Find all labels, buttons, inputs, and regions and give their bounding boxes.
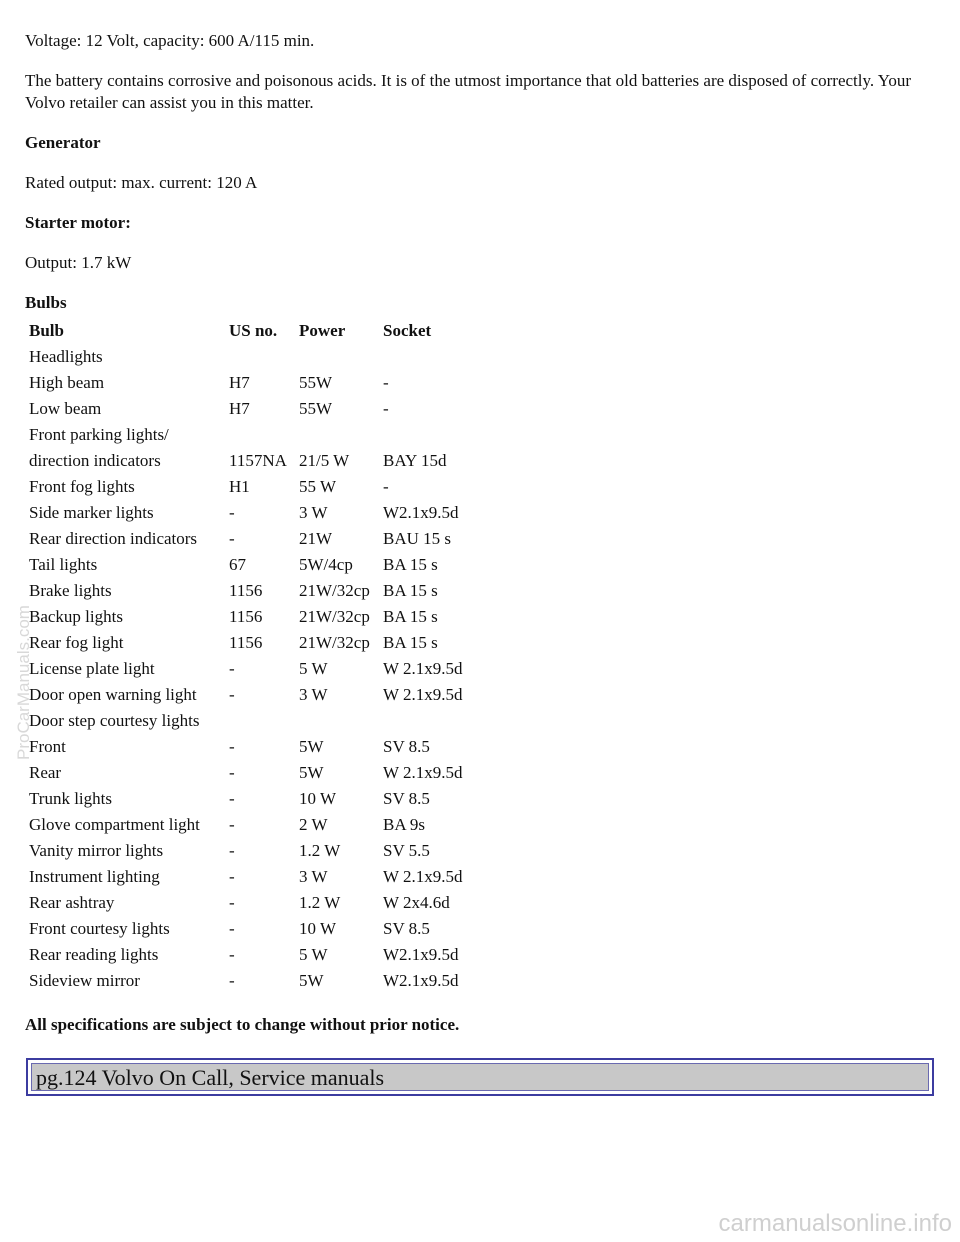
socket-cell: SV 8.5 [383,737,430,756]
socket-cell: W 2x4.6d [383,893,450,912]
us-number-cell: H7 [229,373,250,392]
bulb-name-cell: Tail lights [29,555,98,574]
socket-cell: SV 5.5 [383,841,430,860]
power-cell: 3 W [299,685,328,704]
bulb-name-cell: Headlights [29,347,103,366]
power-cell: 21W/32cp [299,607,370,626]
socket-cell: BA 15 s [383,581,438,600]
change-notice: All specifications are subject to change without prior notice. [25,1015,460,1034]
socket-cell: BA 15 s [383,607,438,626]
generator-spec: Rated output: max. current: 120 A [25,173,258,192]
battery-warning: The battery contains corrosive and poisonous acids. It is of the utmost importance that old batteries are disposed of correctly. Your Volvo retailer can assist you in this matter. [25,71,911,112]
socket-cell [381,344,495,370]
power-cell: 10 W [299,789,336,808]
power-cell [297,422,381,448]
us-number-cell: - [229,685,235,704]
us-number-cell: - [229,503,235,522]
table-row [27,890,495,916]
starter-spec: Output: 1.7 kW [25,253,132,272]
bulb-name-cell: License plate light [29,659,155,678]
socket-cell: - [383,373,389,392]
power-cell: 21W/32cp [299,581,370,600]
voltage-spec: Voltage: 12 Volt, capacity: 600 A/115 min. [25,31,315,50]
generator-heading: Generator [25,133,101,152]
table-row [27,942,495,968]
us-number-cell [227,422,297,448]
table-row [27,838,495,864]
power-cell: 5W/4cp [299,555,353,574]
power-cell: 5W [299,971,324,990]
socket-cell: BA 15 s [383,633,438,652]
socket-cell: W 2.1x9.5d [383,685,463,704]
power-cell: 10 W [299,919,336,938]
table-row [27,474,495,500]
socket-cell: SV 8.5 [383,789,430,808]
table-row [27,968,495,994]
bulb-name-cell: High beam [29,373,105,392]
bottom-watermark: carmanualsonline.info [718,1210,952,1237]
power-cell: 5 W [299,945,328,964]
bulb-name-cell: Front parking lights/ [29,425,169,444]
bulb-name-cell: Brake lights [29,581,112,600]
power-cell: 21/5 W [299,451,350,470]
us-number-cell: - [229,815,235,834]
us-number-cell: 1156 [229,607,263,626]
power-cell: 5W [299,763,324,782]
power-cell: 21W/32cp [299,633,370,652]
bulb-name-cell: Door step courtesy lights [29,711,200,730]
us-number-cell: - [229,737,235,756]
bulb-name-cell: Rear direction indicators [29,529,198,548]
footer-nav-box [26,1058,934,1096]
table-row [27,344,495,370]
power-cell: 21W [299,529,333,548]
us-number-cell: - [229,867,235,886]
table-row [27,864,495,890]
table-row [27,682,495,708]
socket-cell [381,708,495,734]
bulb-name-cell: Vanity mirror lights [29,841,164,860]
bulb-name-cell: Instrument lighting [29,867,160,886]
us-number-cell [227,708,297,734]
power-cell: 3 W [299,503,328,522]
power-cell: 3 W [299,867,328,886]
bulb-name-cell: Sideview mirror [29,971,140,990]
table-row [27,552,495,578]
column-header-socket: Socket [383,321,432,340]
bulbs-heading: Bulbs [25,293,67,312]
socket-cell: SV 8.5 [383,919,430,938]
table-row [27,708,495,734]
bulb-name-cell: Backup lights [29,607,123,626]
table-row [27,578,495,604]
us-number-cell: - [229,763,235,782]
socket-cell: W 2.1x9.5d [383,867,463,886]
socket-cell: BAY 15d [383,451,447,470]
bulb-name-cell: Trunk lights [29,789,112,808]
socket-cell: BAU 15 s [383,529,452,548]
column-header-usno: US no. [229,321,278,340]
bulb-name-cell: Front fog lights [29,477,135,496]
footer-link[interactable]: pg.124 Volvo On Call, Service manuals [31,1063,929,1091]
bulbs-table-body [27,344,495,994]
us-number-cell: - [229,971,235,990]
socket-cell [381,422,495,448]
table-row [27,396,495,422]
socket-cell: BA 15 s [383,555,438,574]
bulbs-table [27,318,495,994]
power-cell: 5W [299,737,324,756]
table-row [27,760,495,786]
us-number-cell: 1156 [229,581,263,600]
table-row [27,370,495,396]
bulb-name-cell: Rear fog light [29,633,124,652]
bulb-name-cell: direction indicators [29,451,161,470]
bulb-name-cell: Door open warning light [29,685,197,704]
bulbs-table-header [27,318,495,344]
table-row [27,656,495,682]
socket-cell: - [383,477,389,496]
us-number-cell: H1 [229,477,250,496]
power-cell: 55W [299,373,333,392]
us-number-cell: - [229,789,235,808]
side-watermark: ProCarManuals.com [14,605,33,760]
table-row [27,786,495,812]
us-number-cell: - [229,529,235,548]
socket-cell: W2.1x9.5d [383,503,459,522]
table-row [27,500,495,526]
table-row [27,448,495,474]
us-number-cell: 67 [229,555,246,574]
power-cell: 55 W [299,477,336,496]
bulb-name-cell: Rear ashtray [29,893,115,912]
power-cell [297,708,381,734]
bulb-name-cell: Front [29,737,66,756]
power-cell: 5 W [299,659,328,678]
power-cell: 55W [299,399,333,418]
table-row [27,916,495,942]
bulb-name-cell: Glove compartment light [29,815,200,834]
bulb-name-cell: Rear [29,763,62,782]
power-cell: 2 W [299,815,328,834]
us-number-cell: - [229,659,235,678]
us-number-cell: H7 [229,399,250,418]
socket-cell: W 2.1x9.5d [383,763,463,782]
socket-cell: W2.1x9.5d [383,945,459,964]
column-header-power: Power [299,321,346,340]
us-number-cell: - [229,945,235,964]
us-number-cell: - [229,841,235,860]
bulb-name-cell: Low beam [29,399,102,418]
us-number-cell: 1156 [229,633,263,652]
table-row [27,734,495,760]
bulb-name-cell: Rear reading lights [29,945,159,964]
document-body [25,30,935,1054]
table-row [27,630,495,656]
us-number-cell [227,344,297,370]
bulb-name-cell: Side marker lights [29,503,154,522]
us-number-cell: 1157NA [229,451,287,470]
socket-cell: BA 9s [383,815,426,834]
table-row [27,422,495,448]
power-cell: 1.2 W [299,841,341,860]
table-row [27,812,495,838]
us-number-cell: - [229,919,235,938]
power-cell: 1.2 W [299,893,341,912]
column-header-bulb: Bulb [29,321,64,340]
power-cell [297,344,381,370]
socket-cell: W2.1x9.5d [383,971,459,990]
bulb-name-cell: Front courtesy lights [29,919,170,938]
us-number-cell: - [229,893,235,912]
starter-heading: Starter motor: [25,213,131,232]
table-row [27,604,495,630]
socket-cell: W 2.1x9.5d [383,659,463,678]
socket-cell: - [383,399,389,418]
table-row [27,526,495,552]
